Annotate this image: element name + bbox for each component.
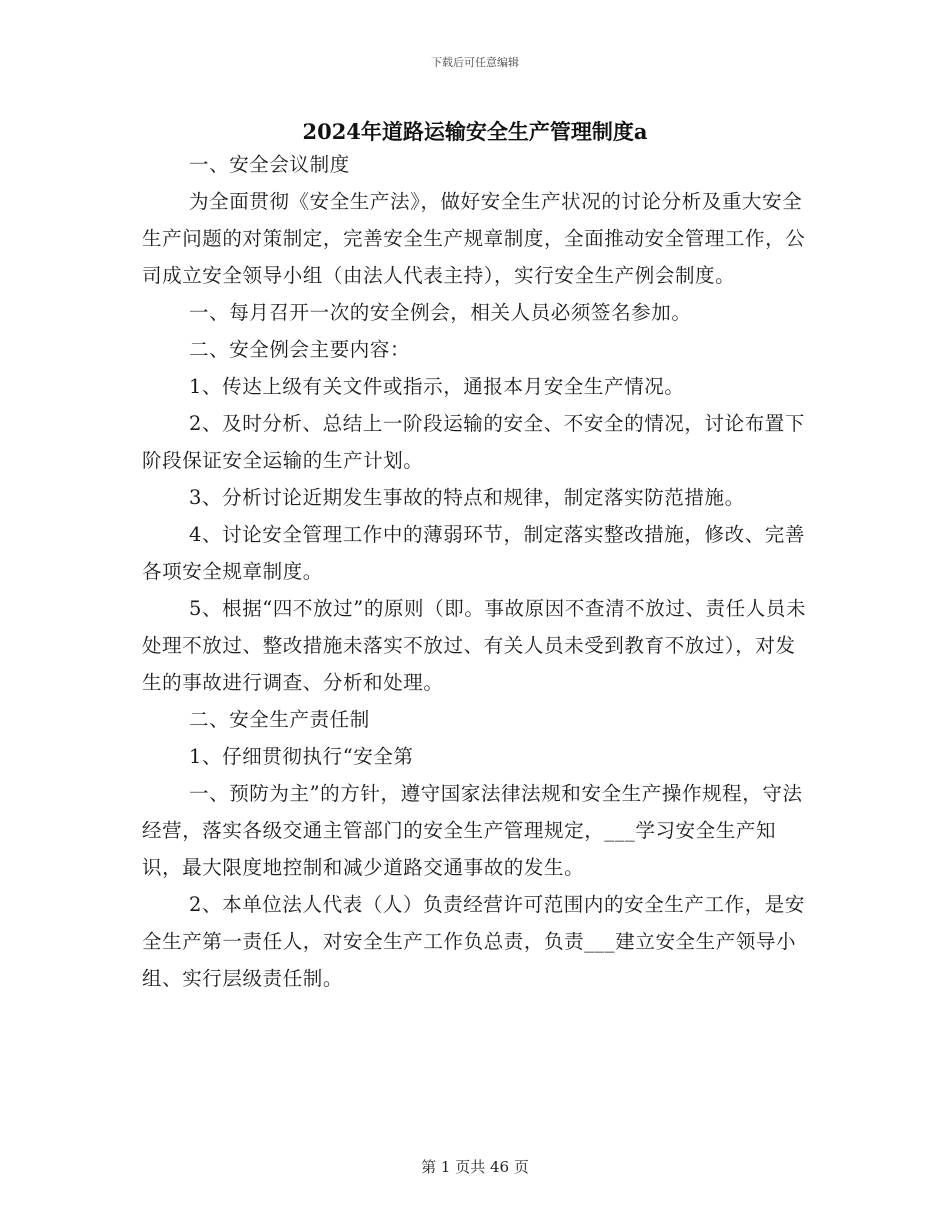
paragraph: 3、分析讨论近期发生事故的特点和规律，制定落实防范措施。 xyxy=(189,486,745,509)
paragraph: 2、本单位法人代表（人）负责经营许可范围内的安全生产工作，是安全生产第一责任人，对安全生产工作负总责，负责___建立安全生产领导小组、实行层级责任制。 xyxy=(142,893,806,990)
document-body xyxy=(142,146,807,997)
paragraph: 为全面贯彻《安全生产法》，做好安全生产状况的讨论分析及重大安全生产问题的对策制定，完善安全生产规章制度，全面推动安全管理工作，公司成立安全领导小组（由法人代表主持），实行安全生产例会制度。 xyxy=(142,190,806,287)
document-title: 2024年道路运输安全生产管理制度a xyxy=(302,119,648,144)
paragraph: 一、预防为主”的方针，遵守国家法律法规和安全生产操作规程，守法经营，落实各级交通主管部门的安全生产管理规定，___学习安全生产知识，最大限度地控制和减少道路交通事故的发生。 xyxy=(142,782,803,879)
paragraph: 5、根据“四不放过”的原则（即。事故原因不查清不放过、责任人员未处理不放过、整改措施未落实不放过、有关人员未受到教育不放过），对发生的事故进行调查、分析和处理。 xyxy=(142,597,807,694)
paragraph: 1、仔细贯彻执行“安全第 xyxy=(189,745,414,768)
header-note: 下载后可任意编辑 xyxy=(431,56,519,69)
paragraph: 4、讨论安全管理工作中的薄弱环节，制定落实整改措施，修改、完善各项安全规章制度。 xyxy=(142,523,806,583)
paragraph: 一、每月召开一次的安全例会，相关人员必须签名参加。 xyxy=(189,301,692,324)
section-heading: 一、安全会议制度 xyxy=(189,153,350,176)
paragraph: 1、传达上级有关文件或指示，通报本月安全生产情况。 xyxy=(189,375,685,398)
section-heading: 二、安全生产责任制 xyxy=(189,708,370,731)
paragraph: 二、安全例会主要内容： xyxy=(189,338,411,361)
paragraph: 2、及时分析、总结上一阶段运输的安全、不安全的情况，讨论布置下阶段保证安全运输的生产计划。 xyxy=(142,412,806,472)
page-number-footer: 第 1 页共 46 页 xyxy=(421,1158,529,1176)
